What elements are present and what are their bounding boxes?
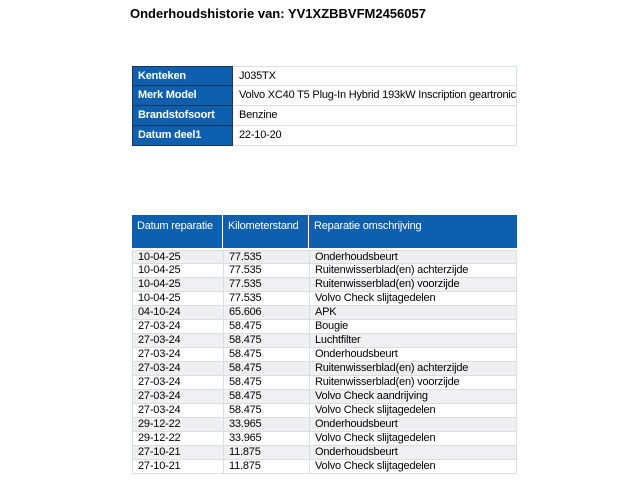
column-header-kilometerstand: Kilometerstand bbox=[222, 215, 308, 248]
column-header-reparatie-omschrijving: Reparatie omschrijving bbox=[308, 215, 517, 248]
cell-kilometerstand: 77.535 bbox=[223, 264, 309, 277]
cell-kilometerstand: 58.475 bbox=[223, 334, 309, 347]
cell-reparatie-omschrijving: Ruitenwisserblad(en) achterzijde bbox=[309, 264, 516, 277]
cell-reparatie-omschrijving: Ruitenwisserblad(en) voorzijde bbox=[309, 278, 516, 291]
cell-datum-reparatie: 27-10-21 bbox=[138, 460, 181, 472]
cell-reparatie-omschrijving: Ruitenwisserblad(en) voorzijde bbox=[309, 376, 516, 389]
table-row bbox=[132, 348, 517, 362]
table-row bbox=[132, 334, 517, 348]
vehicle-info-row bbox=[132, 66, 517, 86]
table-row bbox=[132, 390, 517, 404]
cell-kilometerstand: 58.475 bbox=[223, 376, 309, 389]
cell-kilometerstand: 77.535 bbox=[223, 251, 309, 263]
column-header-datum-reparatie: Datum reparatie bbox=[137, 220, 213, 232]
cell-kilometerstand: 11.875 bbox=[223, 446, 309, 459]
cell-reparatie-omschrijving: Volvo Check slijtagedelen bbox=[309, 404, 516, 417]
vehicle-info-label: Brandstofsoort bbox=[132, 106, 233, 126]
cell-reparatie-omschrijving: Volvo Check aandrijving bbox=[309, 390, 516, 403]
cell-reparatie-omschrijving: Luchtfilter bbox=[309, 334, 516, 347]
cell-datum-reparatie: 29-12-22 bbox=[138, 432, 181, 444]
cell-reparatie-omschrijving: Volvo Check slijtagedelen bbox=[309, 292, 516, 305]
cell-kilometerstand: 77.535 bbox=[223, 278, 309, 291]
table-row bbox=[132, 306, 517, 320]
page-title: Onderhoudshistorie van: YV1XZBBVFM2456057 bbox=[130, 6, 426, 21]
vehicle-info-value: J035TX bbox=[233, 66, 517, 86]
cell-reparatie-omschrijving: Onderhoudsbeurt bbox=[309, 418, 516, 431]
cell-reparatie-omschrijving: Volvo Check slijtagedelen bbox=[309, 460, 516, 473]
cell-datum-reparatie: 27-03-24 bbox=[138, 334, 181, 346]
cell-kilometerstand: 11.875 bbox=[223, 460, 309, 473]
table-row bbox=[132, 292, 517, 306]
cell-datum-reparatie: 27-10-21 bbox=[138, 446, 181, 458]
vehicle-info-row bbox=[132, 126, 517, 146]
vehicle-info-row bbox=[132, 86, 517, 106]
table-row bbox=[132, 376, 517, 390]
vehicle-info-value: Benzine bbox=[233, 106, 517, 126]
table-row bbox=[132, 418, 517, 432]
table-row bbox=[132, 250, 517, 264]
repairs-table-header-row bbox=[132, 215, 517, 248]
table-row bbox=[132, 432, 517, 446]
repairs-table bbox=[132, 215, 517, 474]
cell-reparatie-omschrijving: Ruitenwisserblad(en) achterzijde bbox=[309, 362, 516, 375]
cell-reparatie-omschrijving: Bougie bbox=[309, 320, 516, 333]
cell-datum-reparatie: 27-03-24 bbox=[138, 404, 181, 416]
cell-datum-reparatie: 10-04-25 bbox=[138, 278, 181, 290]
cell-datum-reparatie: 27-03-24 bbox=[138, 390, 181, 402]
table-row bbox=[132, 320, 517, 334]
cell-datum-reparatie: 10-04-25 bbox=[138, 251, 181, 263]
cell-datum-reparatie: 27-03-24 bbox=[138, 320, 181, 332]
cell-datum-reparatie: 27-03-24 bbox=[138, 348, 181, 360]
cell-kilometerstand: 58.475 bbox=[223, 362, 309, 375]
cell-datum-reparatie: 27-03-24 bbox=[138, 362, 181, 374]
vehicle-info-row bbox=[132, 106, 517, 126]
table-row bbox=[132, 278, 517, 292]
cell-datum-reparatie: 27-03-24 bbox=[138, 376, 181, 388]
cell-datum-reparatie: 04-10-24 bbox=[138, 306, 181, 318]
cell-kilometerstand: 77.535 bbox=[223, 292, 309, 305]
vehicle-info-label: Datum deel1 bbox=[132, 126, 233, 146]
cell-kilometerstand: 58.475 bbox=[223, 320, 309, 333]
cell-datum-reparatie: 10-04-25 bbox=[138, 292, 181, 304]
cell-kilometerstand: 65.606 bbox=[223, 306, 309, 319]
cell-reparatie-omschrijving: Onderhoudsbeurt bbox=[309, 446, 516, 459]
table-row bbox=[132, 460, 517, 474]
vehicle-info-value: Volvo XC40 T5 Plug-In Hybrid 193kW Inscription geartronic bbox=[233, 86, 517, 106]
cell-reparatie-omschrijving: Volvo Check slijtagedelen bbox=[309, 432, 516, 445]
table-row bbox=[132, 404, 517, 418]
cell-kilometerstand: 58.475 bbox=[223, 404, 309, 417]
table-row bbox=[132, 264, 517, 278]
table-row bbox=[132, 362, 517, 376]
repairs-table-body bbox=[132, 250, 517, 474]
vehicle-info-table bbox=[132, 66, 517, 146]
cell-kilometerstand: 58.475 bbox=[223, 390, 309, 403]
cell-reparatie-omschrijving: APK bbox=[309, 306, 516, 319]
cell-kilometerstand: 33.965 bbox=[223, 418, 309, 431]
table-row bbox=[132, 446, 517, 460]
cell-reparatie-omschrijving: Onderhoudsbeurt bbox=[309, 348, 516, 361]
cell-datum-reparatie: 29-12-22 bbox=[138, 418, 181, 430]
vehicle-info-label: Merk Model bbox=[132, 86, 233, 106]
cell-reparatie-omschrijving: Onderhoudsbeurt bbox=[309, 251, 516, 263]
vehicle-info-value: 22-10-20 bbox=[233, 126, 517, 146]
vehicle-info-label: Kenteken bbox=[132, 66, 233, 86]
cell-kilometerstand: 58.475 bbox=[223, 348, 309, 361]
cell-datum-reparatie: 10-04-25 bbox=[138, 264, 181, 276]
cell-kilometerstand: 33.965 bbox=[223, 432, 309, 445]
